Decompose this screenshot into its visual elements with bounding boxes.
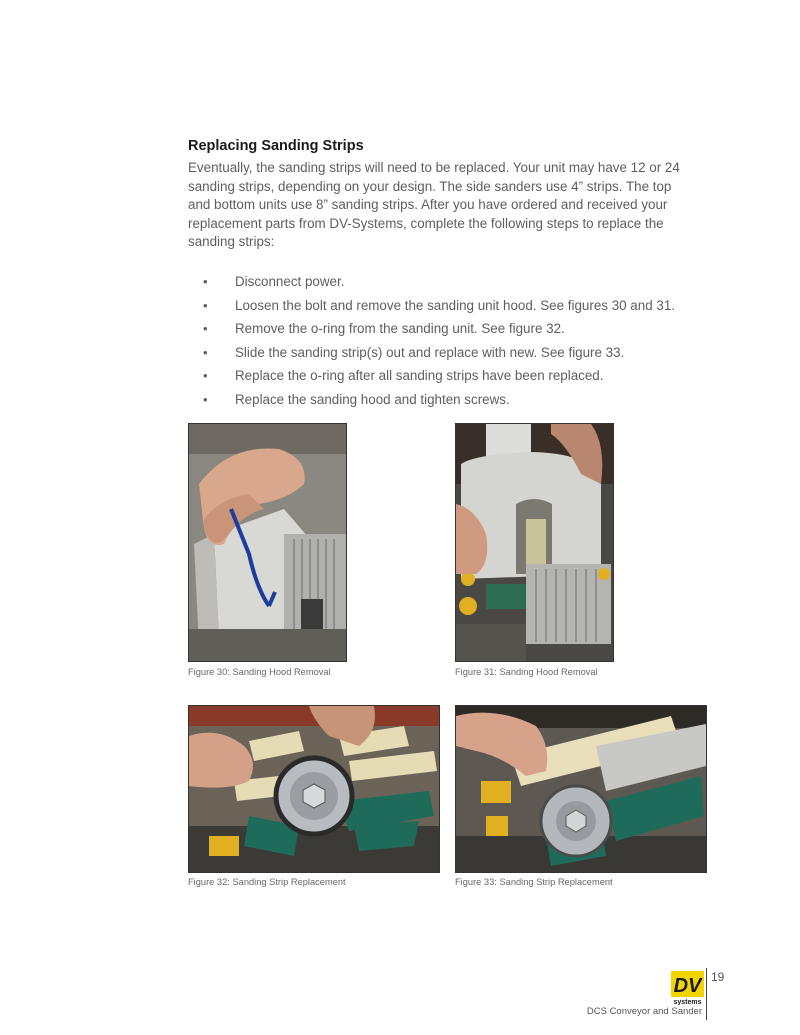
figure-31-photo bbox=[455, 423, 614, 662]
steps-list bbox=[188, 273, 675, 415]
figure-caption: Figure 30: Sanding Hood Removal bbox=[188, 667, 331, 677]
figure-33-photo bbox=[455, 705, 707, 873]
figure-caption: Figure 32: Sanding Strip Replacement bbox=[188, 877, 346, 887]
figure-30-photo bbox=[188, 423, 347, 662]
page-number: 19 bbox=[711, 970, 725, 984]
footer-divider bbox=[706, 968, 707, 1020]
section-heading: Replacing Sanding Strips bbox=[188, 138, 364, 154]
step-item: • Slide the sanding strip(s) out and replace with new. See figure 33. bbox=[188, 344, 675, 368]
step-item: • Disconnect power. bbox=[188, 273, 675, 297]
step-item: • Remove the o-ring from the sanding unit. See figure 32. bbox=[188, 320, 675, 344]
step-item: • Replace the o-ring after all sanding strips have been replaced. bbox=[188, 367, 675, 391]
step-item: • Replace the sanding hood and tighten screws. bbox=[188, 391, 675, 415]
intro-paragraph: Eventually, the sanding strips will need to be replaced. Your unit may have 12 or 24 sanding strips, depending on your design. The side sanders use 4” strips. The top and bottom units use 8” sanding strips. After you have ordered and received your replacement parts from DV-Systems, complete the following steps to replace the sanding strips: bbox=[188, 160, 680, 249]
svg-text:DV: DV bbox=[673, 975, 702, 997]
figure-caption: Figure 31: Sanding Hood Removal bbox=[455, 667, 598, 677]
step-item: • Loosen the bolt and remove the sanding unit hood. See figures 30 and 31. bbox=[188, 297, 675, 321]
document-title: DCS Conveyor and Sander bbox=[586, 1006, 702, 1017]
dv-systems-logo bbox=[671, 971, 704, 1005]
figure-32-photo bbox=[188, 705, 440, 873]
svg-text:systems: systems bbox=[673, 999, 702, 1005]
figure-caption: Figure 33: Sanding Strip Replacement bbox=[455, 877, 613, 887]
